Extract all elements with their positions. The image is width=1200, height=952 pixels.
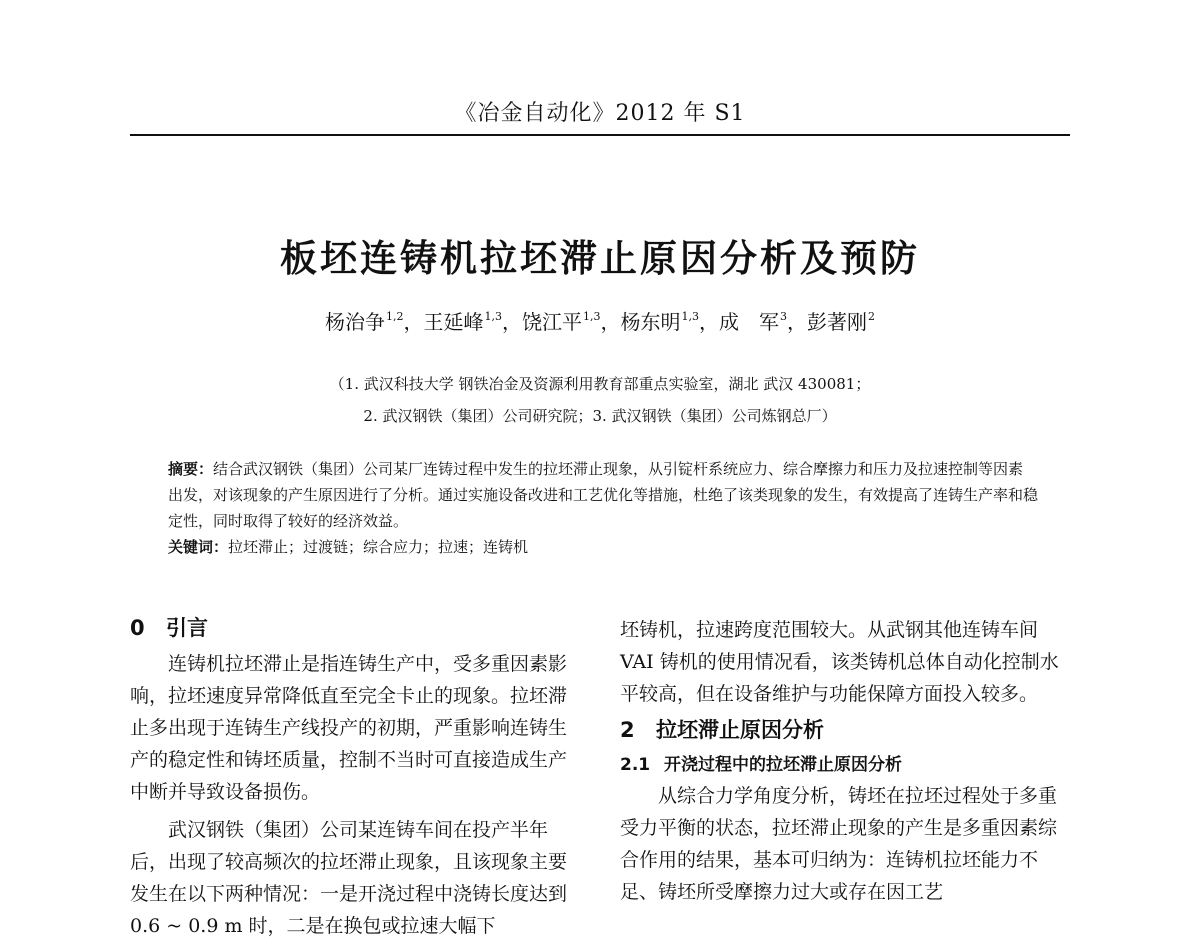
author-affiliation-mark: 1,3: [681, 310, 699, 323]
author: [807, 310, 875, 334]
author-name: 杨东明: [620, 310, 681, 334]
author-name: 成 军: [719, 310, 779, 334]
subsection-heading: [620, 750, 1075, 780]
author-affiliation-mark: 1,3: [484, 310, 502, 323]
author: [325, 310, 404, 334]
author: [719, 310, 787, 334]
author-name: 王延峰: [423, 310, 484, 334]
section-heading-introduction: [130, 612, 585, 644]
abstract: [168, 456, 1038, 534]
journal-header: 《冶金自动化》2012 年 S1: [454, 101, 746, 126]
author-name: 杨治争: [325, 310, 385, 334]
section-number: 0: [130, 616, 145, 640]
author: [522, 310, 601, 334]
author: [424, 310, 503, 334]
body-paragraph: 武汉钢铁（集团）公司某连铸车间在投产半年后，出现了较高频次的拉坯滞止现象，且该现象主要发生在以下两种情况：一是开浇过程中浇铸长度达到 0.6 ~ 0.9 m 时，二是在换包或拉速大幅下: [130, 819, 568, 937]
section-title: 引言: [166, 616, 208, 640]
section-title: 拉坯滞止原因分析: [656, 718, 824, 742]
keywords-text: 拉坯滞止；过渡链；综合应力；拉速；连铸机: [228, 538, 529, 556]
author: [621, 310, 700, 334]
author-affiliation-mark: 1,3: [583, 310, 601, 323]
author-name: 饶江平: [522, 310, 582, 334]
keywords-label: 关键词：: [168, 538, 229, 556]
author-affiliation-mark: 3: [780, 310, 787, 323]
affiliation-line-1: （1. 武汉科技大学 钢铁冶金及资源利用教育部重点实验室，湖北 武汉 430081；: [329, 375, 871, 393]
subsection-number: 2.1: [620, 755, 651, 775]
affiliation-line-2: 2. 武汉钢铁（集团）公司研究院；3. 武汉钢铁（集团）公司炼钢总厂）: [363, 407, 837, 425]
body-paragraph: 连铸机拉坯滞止是指连铸生产中，受多重因素影响，拉坯速度异常降低直至完全卡止的现象。拉坯滞止多出现于连铸生产线投产的初期，严重影响连铸生产的稳定性和铸坯质量，控制不当时可直接造成生产中断并导致设备损伤。: [130, 653, 568, 803]
body-paragraph: 坯铸机，拉速跨度范围较大。从武钢其他连铸车间 VAI 铸机的使用情况看，该类铸机总体自动化控制水平较高，但在设备维护与功能保障方面投入较多。: [620, 619, 1059, 705]
author-name: 彭著刚: [807, 310, 867, 334]
section-heading-cause-analysis: [620, 714, 1075, 746]
subsection-title: 开浇过程中的拉坯滞止原因分析: [664, 755, 902, 775]
author-affiliation-mark: 2: [868, 310, 875, 323]
left-column: [130, 612, 585, 942]
abstract-text: 结合武汉钢铁（集团）公司某厂连铸过程中发生的拉坯滞止现象，从引锭杆系统应力、综合摩擦力和压力及拉速控制等因素出发，对该现象的产生原因进行了分析。通过实施设备改进和工艺优化等措施，杜绝了该类现象的发生，有效提高了连铸生产率和稳定性，同时取得了较好的经济效益。: [168, 460, 1039, 530]
right-column: [620, 614, 1075, 908]
section-number: 2: [620, 718, 635, 742]
keywords: [168, 534, 1038, 560]
author-list: 杨治争$^{1,2}$，王延峰$^{1,3}$，饶江平$^{1,3}$，杨东明$^{1,3}$，成 军$^3$，彭著刚$^2$: [325, 310, 875, 334]
header-rule: [130, 134, 1070, 136]
abstract-label: 摘要：: [168, 460, 214, 478]
abstract-block: [168, 456, 1038, 560]
body-paragraph: 从综合力学角度分析，铸坯在拉坯过程处于多重受力平衡的状态，拉坯滞止现象的产生是多重因素综合作用的结果，基本可归纳为：连铸机拉坯能力不足、铸坯所受摩擦力过大或存在因工艺: [620, 785, 1058, 903]
author-affiliation-mark: 1,2: [386, 310, 404, 323]
paper-title: 板坯连铸机拉坯滞止原因分析及预防: [280, 237, 920, 280]
